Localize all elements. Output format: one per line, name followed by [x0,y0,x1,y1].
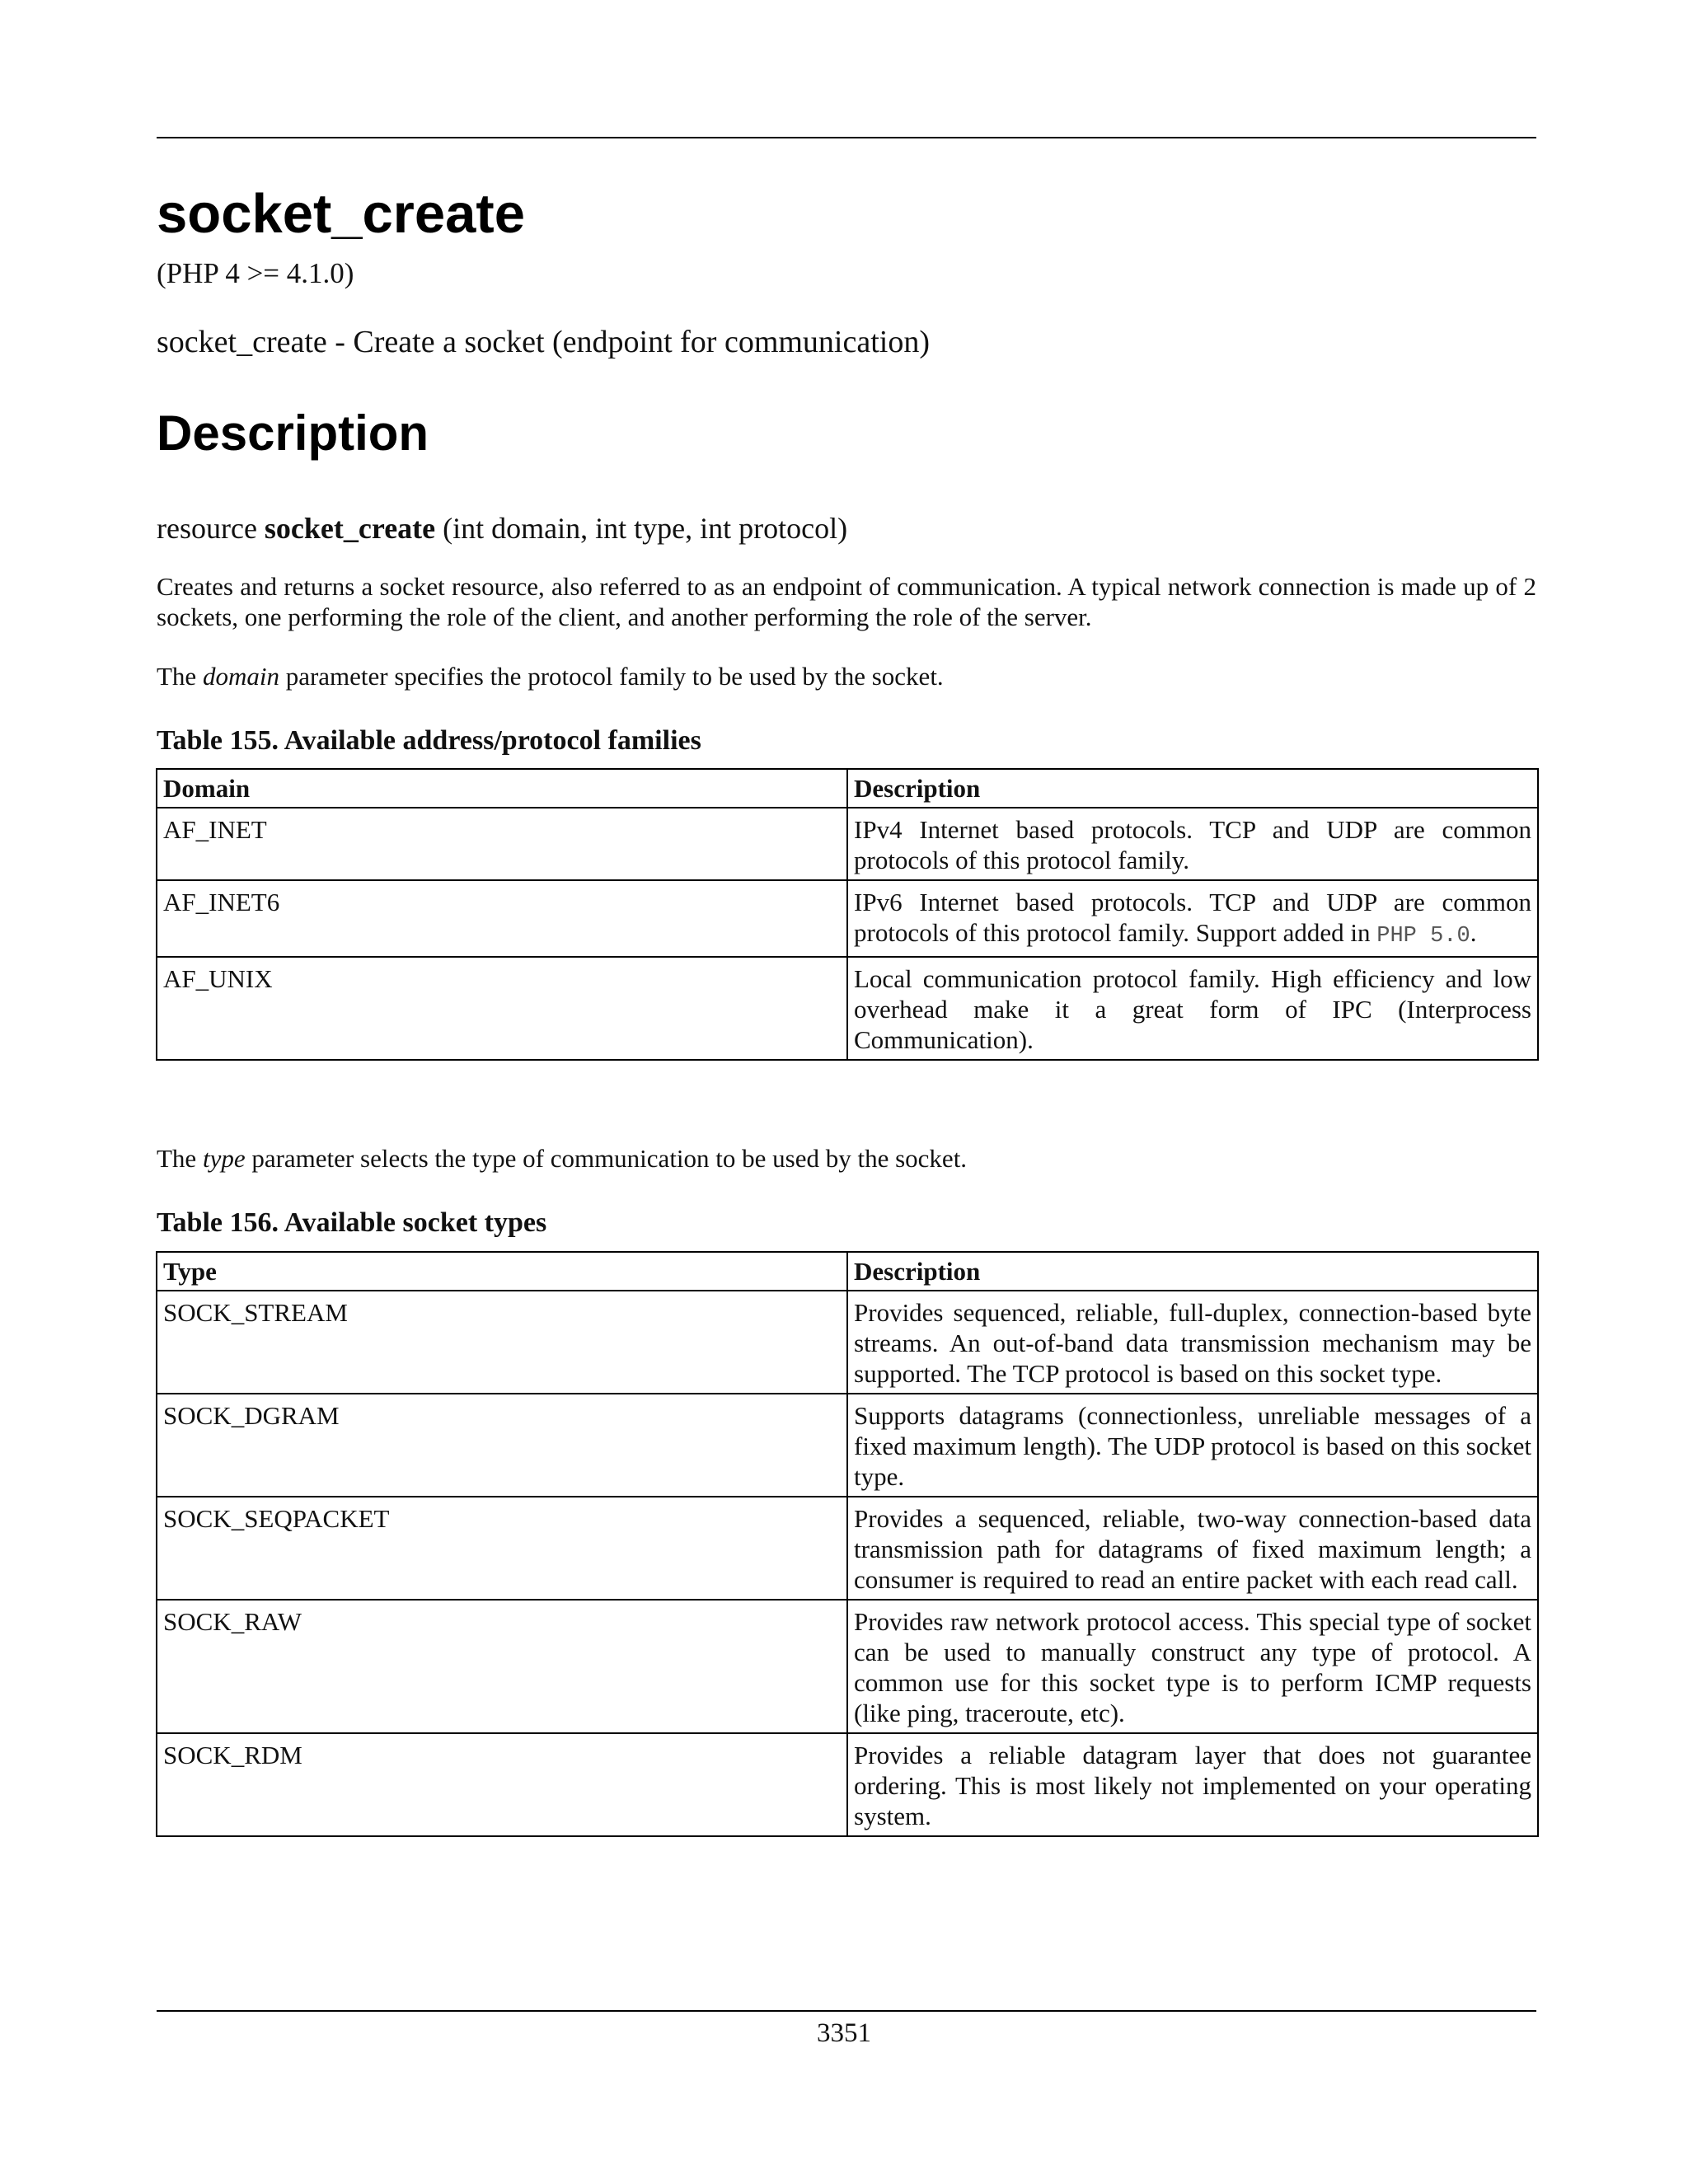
synopsis-params: (int domain, int type, int protocol) [443,512,848,545]
table-header-row [157,1252,1538,1291]
description-text: IPv6 Internet based protocols. TCP and UDP are common protocols of this protocol family. Support added in [854,888,1531,947]
table-row [157,1394,1538,1497]
para-text: The [157,662,197,691]
para-text: parameter specifies the protocol family to be used by the socket. [285,662,944,691]
table-row [157,1497,1538,1600]
domain-cell: AF_UNIX [157,957,847,1060]
page-title: socket_create [157,183,525,245]
para-text: The [157,1144,197,1173]
domain-cell: AF_INET [157,808,847,880]
table-title-families: Table 155. Available address/protocol families [157,725,701,756]
description-cell: Supports datagrams (connectionless, unreliable messages of a fixed maximum length). The UDP protocol is based on this socket type. [847,1394,1538,1497]
param-name-type: type [202,1144,246,1173]
para-text: parameter selects the type of communication to be used by the socket. [251,1144,968,1173]
domain-paragraph [157,661,1536,691]
page-number: 3351 [817,2018,871,2048]
type-cell: SOCK_RAW [157,1600,847,1733]
description-cell: Provides a reliable datagram layer that does not guarantee ordering. This is most likely not implemented on your operating system. [847,1733,1538,1836]
type-cell: SOCK_STREAM [157,1291,847,1394]
column-header: Type [157,1252,847,1291]
table-row [157,808,1538,880]
protocol-families-table [156,768,1539,1061]
description-cell: IPv4 Internet based protocols. TCP and UDP are common protocols of this protocol family. [847,808,1538,880]
synopsis-return-type: resource [157,512,257,545]
version-info: (PHP 4 >= 4.1.0) [157,257,354,289]
inline-code: PHP 5.0 [1376,924,1470,949]
function-purpose: socket_create - Create a socket (endpoint for communication) [157,325,930,359]
column-header: Domain [157,769,847,808]
description-cell: Provides raw network protocol access. This special type of socket can be used to manually construct any type of protocol. A common use for this socket type is to perform ICMP requests (like ping, traceroute, etc). [847,1600,1538,1733]
column-header: Description [847,1252,1538,1291]
table-row [157,1733,1538,1836]
param-name-domain: domain [202,662,279,691]
column-header: Description [847,769,1538,808]
footer-rule [157,2010,1536,2012]
type-cell: SOCK_SEQPACKET [157,1497,847,1600]
description-paragraph: Creates and returns a socket resource, also referred to as an endpoint of communication. A typical network connection is made up of 2 sockets, one performing the role of the client, and another performing the role of the server. [157,572,1536,631]
table-row [157,957,1538,1060]
header-rule [157,137,1536,138]
description-cell: Provides a sequenced, reliable, two-way connection-based data transmission path for datagrams of fixed maximum length; a consumer is required to read an entire packet with each read call. [847,1497,1538,1600]
function-synopsis [157,511,847,546]
socket-types-table [156,1251,1539,1837]
table-row [157,1291,1538,1394]
type-cell: SOCK_RDM [157,1733,847,1836]
synopsis-function-name: socket_create [264,512,436,545]
description-text: . [1470,918,1477,947]
table-row [157,1600,1538,1733]
table-header-row [157,769,1538,808]
description-cell [847,880,1538,957]
section-heading-description: Description [157,405,429,461]
domain-cell: AF_INET6 [157,880,847,957]
description-cell: Provides sequenced, reliable, full-duplex, connection-based byte streams. An out-of-band data transmission mechanism may be supported. The TCP protocol is based on this socket type. [847,1291,1538,1394]
table-row [157,880,1538,957]
table-title-socket-types: Table 156. Available socket types [157,1207,547,1238]
type-cell: SOCK_DGRAM [157,1394,847,1497]
description-cell: Local communication protocol family. High efficiency and low overhead make it a great form of IPC (Interprocess Communication). [847,957,1538,1060]
type-paragraph [157,1143,1536,1174]
